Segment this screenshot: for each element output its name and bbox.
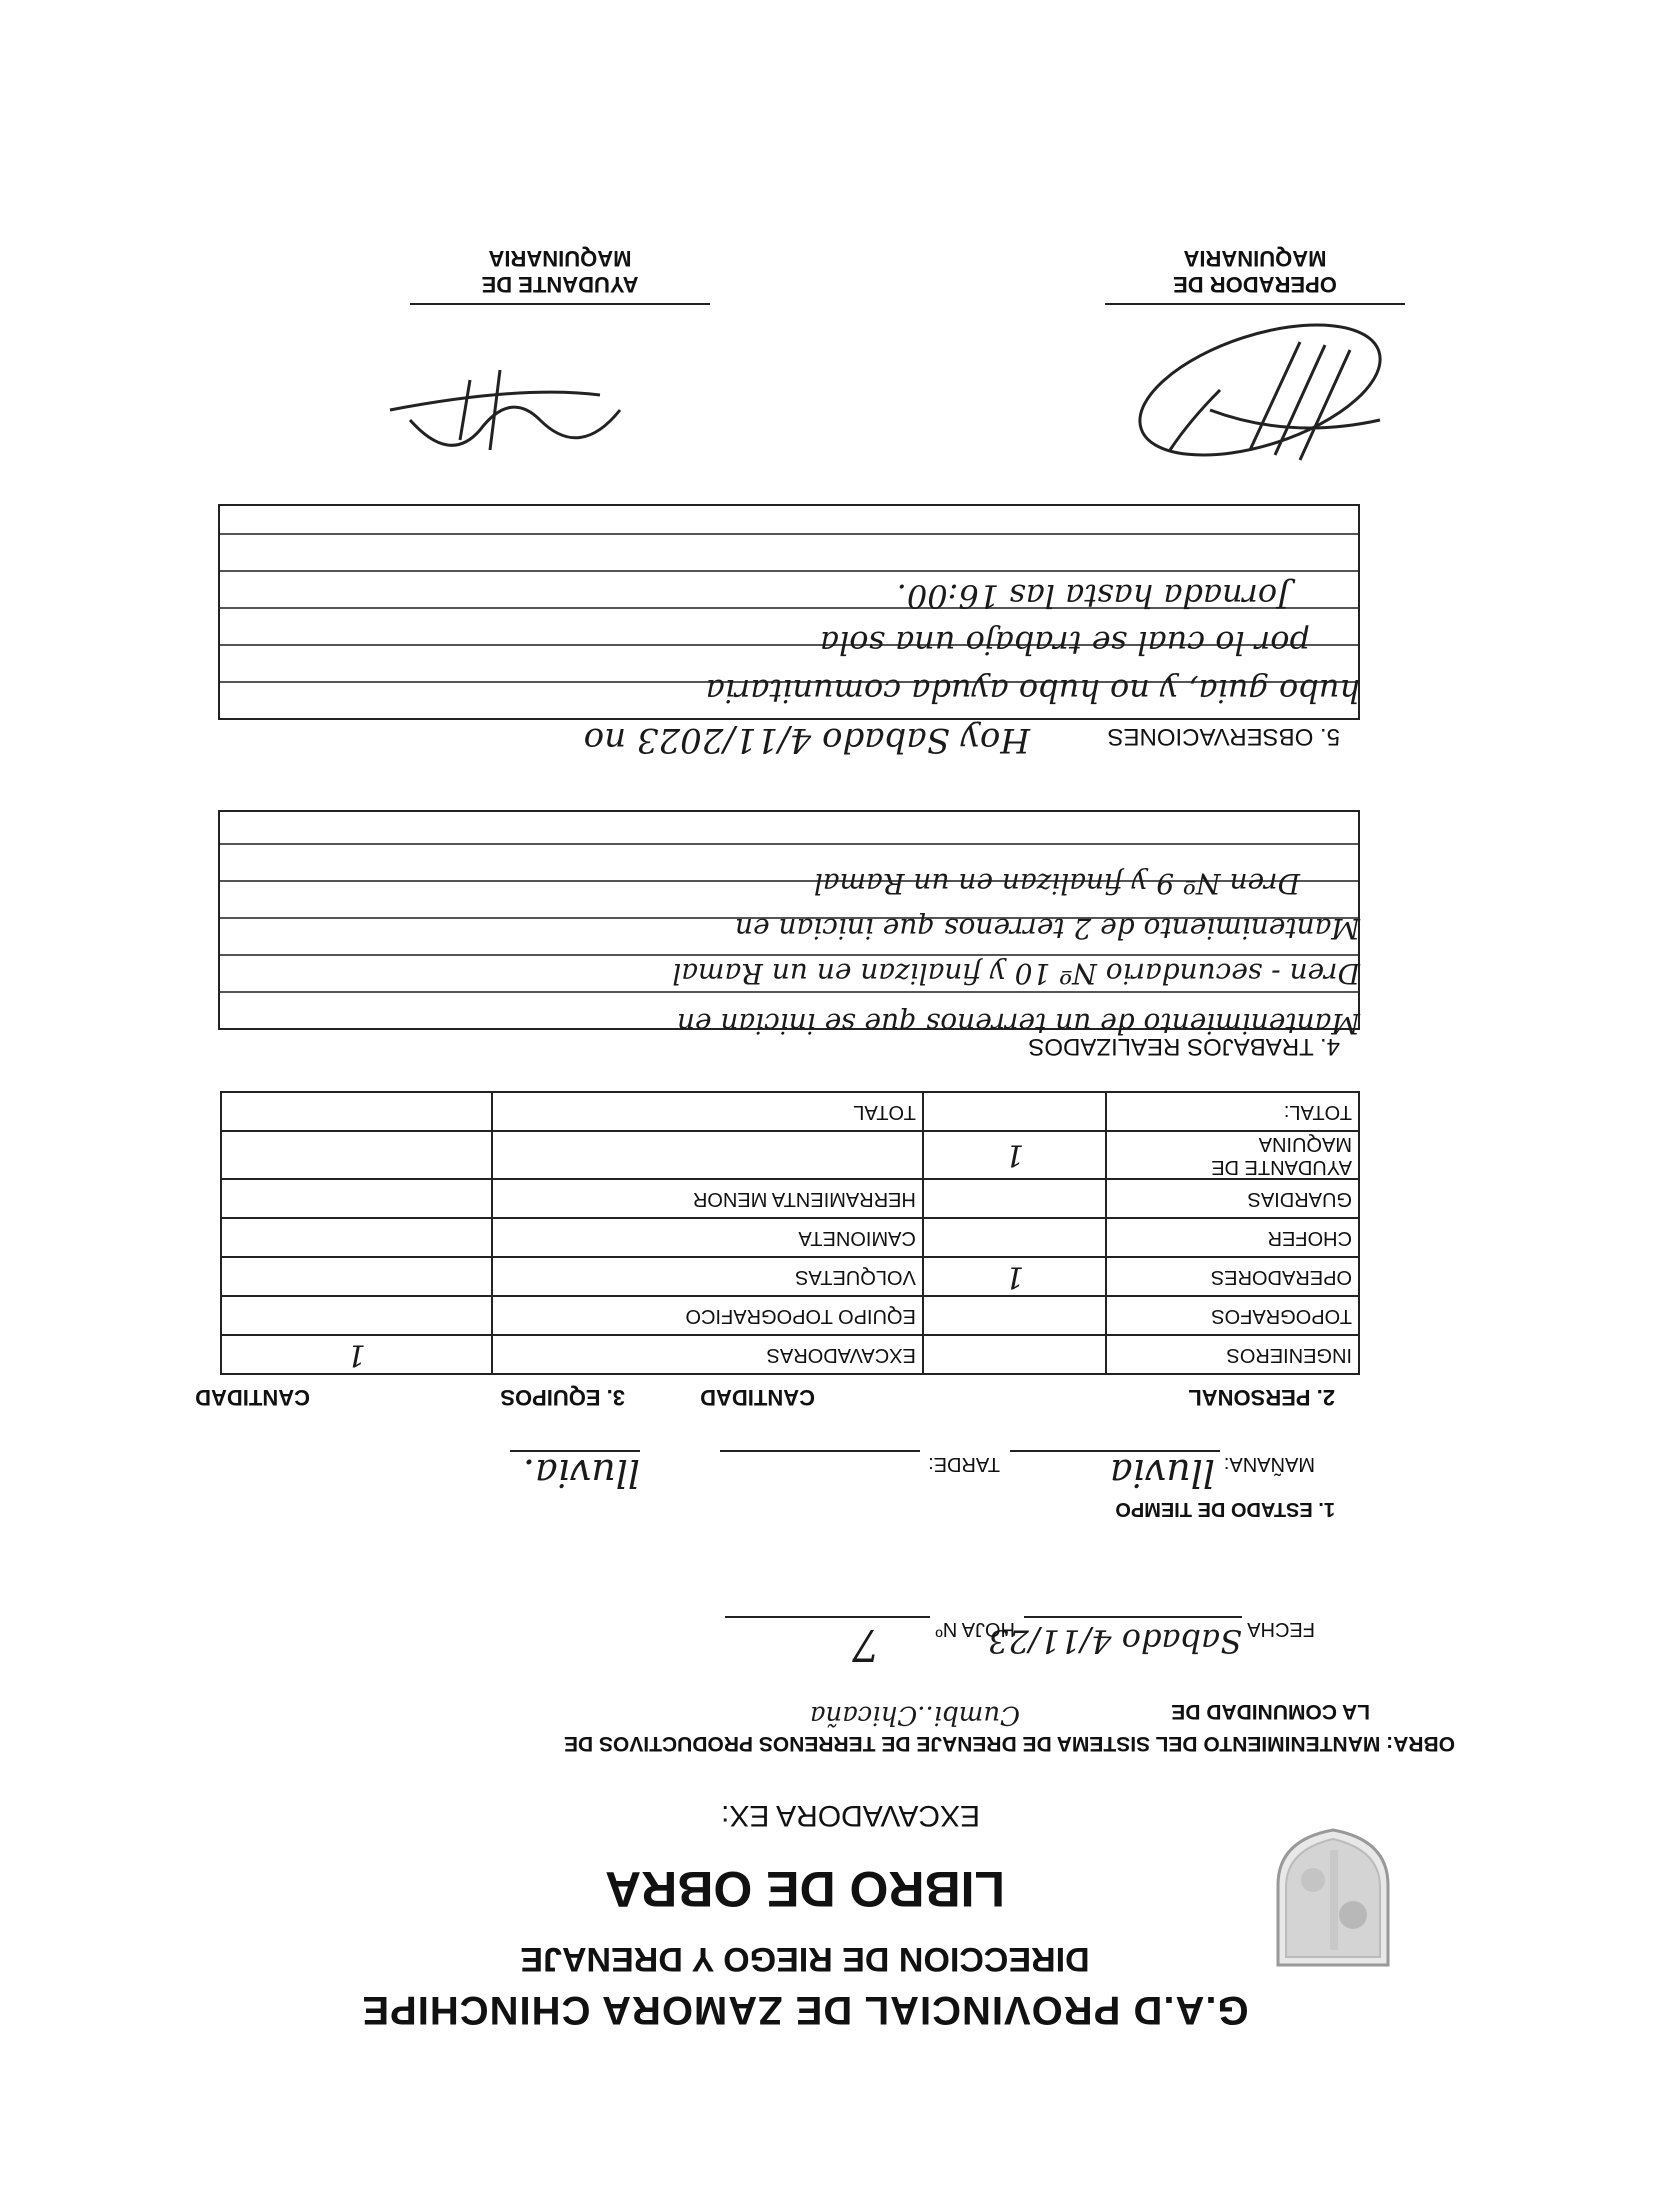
org-title: G.A.D PROVINCIAL DE ZAMORA CHINCHIPE xyxy=(361,1988,1249,2032)
equipo-cell: HERRAMIENTA MENOR xyxy=(492,1179,923,1218)
equipo-qty-cell xyxy=(221,1179,492,1218)
equipo-qty-cell: 1 xyxy=(221,1335,492,1374)
equipo-cell: EQUIPO TOPOGRAFICO xyxy=(492,1296,923,1335)
equipo-qty-cell xyxy=(221,1218,492,1257)
hoja-underline xyxy=(725,1616,930,1618)
equipo-qty-cell xyxy=(221,1257,492,1296)
obra-line-1 xyxy=(564,1731,1455,1755)
resources-row xyxy=(221,1257,1359,1296)
tarde-underline xyxy=(720,1450,920,1452)
trabajos-hw-line-4: Dren Nº 9 y finalizan en un Ramal xyxy=(813,867,1300,900)
personal-cell: TOPOGRAFOS xyxy=(1106,1296,1359,1335)
resources-row xyxy=(221,1296,1359,1335)
trabajos-heading: 4. TRABAJOS REALIZADOS xyxy=(1028,1033,1340,1060)
equipo-cell xyxy=(492,1131,923,1179)
observaciones-line-row xyxy=(220,533,1358,570)
personal-cell: OPERADORES xyxy=(1106,1257,1359,1296)
personal-cell: INGENIEROS xyxy=(1106,1335,1359,1374)
ayudante-label: AYUDANTE DE MAQUINARIA xyxy=(410,245,710,305)
obra-line-2: LA COMUNIDAD DE xyxy=(1171,1700,1370,1723)
personal-qty-cell xyxy=(923,1296,1106,1335)
personal-qty-cell xyxy=(923,1179,1106,1218)
resources-row xyxy=(221,1131,1359,1179)
tarde-label: TARDE: xyxy=(928,1453,1000,1475)
personal-cell: TOTAL: xyxy=(1106,1092,1359,1131)
trabajos-line-row xyxy=(220,808,1358,843)
book-title: LIBRO DE OBRA xyxy=(605,1861,1005,1917)
personal-qty-cell: 1 xyxy=(923,1257,1106,1296)
equipo-qty-cell xyxy=(221,1092,492,1131)
cantidad-heading-2: CANTIDAD xyxy=(195,1385,310,1410)
equipos-heading: 3. EQUIPOS xyxy=(500,1385,625,1410)
tarde-underline-2 xyxy=(510,1450,640,1452)
fecha-value: Sabado 4/11/23 xyxy=(988,1622,1242,1660)
observaciones-line-row xyxy=(220,498,1358,533)
cantidad-heading-1: CANTIDAD xyxy=(700,1385,815,1410)
trabajos-hw-line-1: Mantenimiento de un terrenos que se inician en xyxy=(676,1007,1360,1040)
equipo-cell: VOLQUETAS xyxy=(492,1257,923,1296)
obra-label: OBRA: xyxy=(1386,1732,1455,1755)
fecha-label: FECHA xyxy=(1247,1618,1315,1640)
observaciones-hw-line-1: Hoy Sabado 4/11/2023 no xyxy=(583,720,1030,760)
department-title: DIRECCION DE RIEGO Y DRENAJE xyxy=(520,1940,1090,1978)
trabajos-hw-line-3: Mantenimiento de 2 terrenos que inician en xyxy=(735,912,1360,945)
manana-label: MAÑANA: xyxy=(1223,1453,1315,1475)
resources-row xyxy=(221,1218,1359,1257)
community-handwritten: Cumbi..Chicaña xyxy=(809,1700,1020,1730)
trabajos-hw-line-2: Dren - secundario Nº 10 y finalizan en un Ramal xyxy=(672,957,1360,990)
estado-tiempo-heading: 1. ESTADO DE TIEMPO xyxy=(1115,1498,1335,1520)
resources-table xyxy=(220,1091,1360,1375)
personal-cell: CHOFER xyxy=(1106,1218,1359,1257)
personal-qty-cell xyxy=(923,1335,1106,1374)
resources-row xyxy=(221,1179,1359,1218)
hoja-value: 7 xyxy=(852,1619,880,1670)
machine-label: EXCAVADORA EX: xyxy=(721,1799,980,1832)
personal-qty-cell xyxy=(923,1218,1106,1257)
personal-qty-cell xyxy=(923,1092,1106,1131)
operador-label: OPERADOR DE MAQUINARIA xyxy=(1105,245,1405,305)
observaciones-hw-line-3: por lo cual se trabajo una sola xyxy=(819,624,1310,662)
equipo-cell: EXCAVADORAS xyxy=(492,1335,923,1374)
resources-row xyxy=(221,1092,1359,1131)
equipo-cell: TOTAL xyxy=(492,1092,923,1131)
obra-description: MANTENIMIENTO DEL SISTEMA DE DRENAJE DE TERRENOS PRODUCTIVOS DE xyxy=(563,1732,1381,1755)
operador-signature xyxy=(1130,310,1410,480)
ayudante-signature xyxy=(370,360,640,480)
personal-heading: 2. PERSONAL xyxy=(1188,1385,1335,1410)
observaciones-heading: 5. OBSERVACIONES xyxy=(1107,723,1340,750)
personal-cell: GUARDIAS xyxy=(1106,1179,1359,1218)
manana-value: lluvia xyxy=(1109,1451,1215,1495)
equipo-cell: CAMIONETA xyxy=(492,1218,923,1257)
personal-qty-cell: 1 xyxy=(923,1131,1106,1179)
personal-cell: AYUDANTE DE MAQUINA xyxy=(1106,1131,1359,1179)
manana-underline xyxy=(1010,1450,1220,1452)
resources-row xyxy=(221,1335,1359,1374)
tarde-value: lluvia. xyxy=(522,1451,640,1495)
fecha-underline xyxy=(1024,1616,1242,1618)
observaciones-hw-line-2: hubo guia, y no hubo ayuda comunitaria xyxy=(705,672,1360,710)
equipo-qty-cell xyxy=(221,1131,492,1179)
hoja-label: HOJA Nº xyxy=(935,1618,1015,1640)
observaciones-hw-line-4: Jornada hasta las 16:00. xyxy=(896,577,1290,615)
equipo-qty-cell xyxy=(221,1296,492,1335)
